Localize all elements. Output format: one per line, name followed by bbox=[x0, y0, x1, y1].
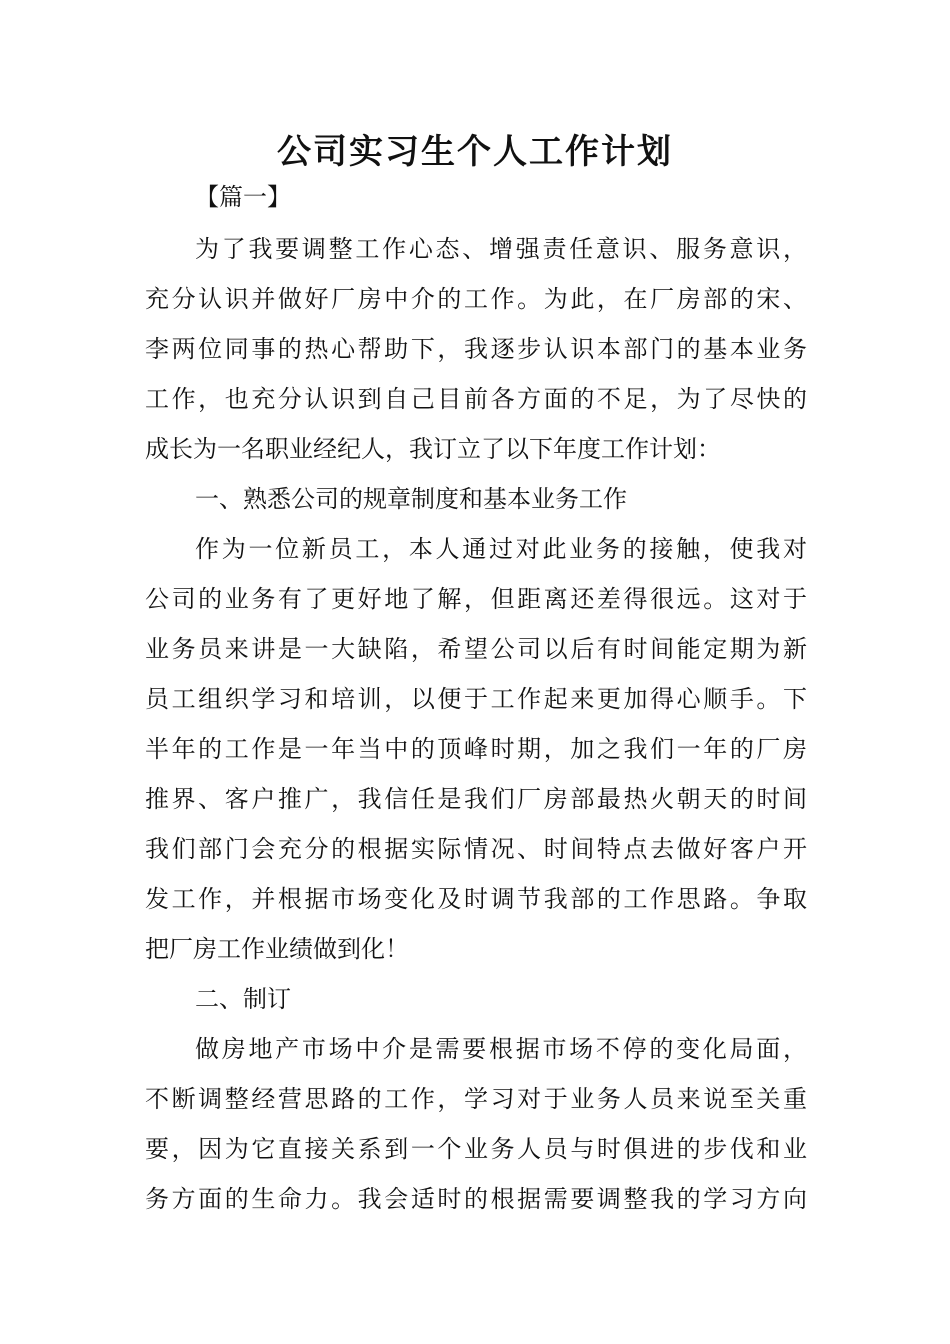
paragraph-line: 做房地产市场中介是需要根据市场不停的变化局面， bbox=[195, 1035, 807, 1063]
paragraph-line: 工作，也充分认识到自己目前各方面的不足，为了尽快的 bbox=[145, 385, 807, 413]
paragraph-line: 作为一位新员工，本人通过对此业务的接触，使我对 bbox=[195, 535, 807, 563]
paragraph-line: 要，因为它直接关系到一个业务人员与时俱进的步伐和业 bbox=[145, 1135, 807, 1163]
paragraph-line: 成长为一名职业经纪人，我订立了以下年度工作计划： bbox=[145, 435, 721, 463]
section-heading-pian-yi: 【篇一】 bbox=[195, 183, 291, 211]
paragraph-line: 把厂房工作业绩做到化！ bbox=[145, 935, 409, 963]
paragraph-line: 为了我要调整工作心态、增强责任意识、服务意识， bbox=[195, 235, 807, 263]
document-title: 公司实习生个人工作计划 bbox=[277, 132, 673, 172]
paragraph-line: 业务员来讲是一大缺陷，希望公司以后有时间能定期为新 bbox=[145, 635, 807, 663]
paragraph-line: 半年的工作是一年当中的顶峰时期，加之我们一年的厂房 bbox=[145, 735, 807, 763]
paragraph-line: 推界、客户推广，我信任是我们厂房部最热火朝天的时间 bbox=[145, 785, 807, 813]
paragraph-line: 我们部门会充分的根据实际情况、时间特点去做好客户开 bbox=[145, 835, 807, 863]
paragraph-line: 充分认识并做好厂房中介的工作。为此，在厂房部的宋、 bbox=[145, 285, 807, 313]
section-heading-2: 二、制订 bbox=[195, 985, 291, 1013]
section-heading-1: 一、熟悉公司的规章制度和基本业务工作 bbox=[195, 485, 627, 513]
paragraph-line: 发工作，并根据市场变化及时调节我部的工作思路。争取 bbox=[145, 885, 807, 913]
paragraph-line: 李两位同事的热心帮助下，我逐步认识本部门的基本业务 bbox=[145, 335, 807, 363]
paragraph-line: 员工组织学习和培训，以便于工作起来更加得心顺手。下 bbox=[145, 685, 807, 713]
paragraph-line: 不断调整经营思路的工作，学习对于业务人员来说至关重 bbox=[145, 1085, 807, 1113]
paragraph-line: 公司的业务有了更好地了解，但距离还差得很远。这对于 bbox=[145, 585, 807, 613]
paragraph-line: 务方面的生命力。我会适时的根据需要调整我的学习方向 bbox=[145, 1185, 807, 1213]
